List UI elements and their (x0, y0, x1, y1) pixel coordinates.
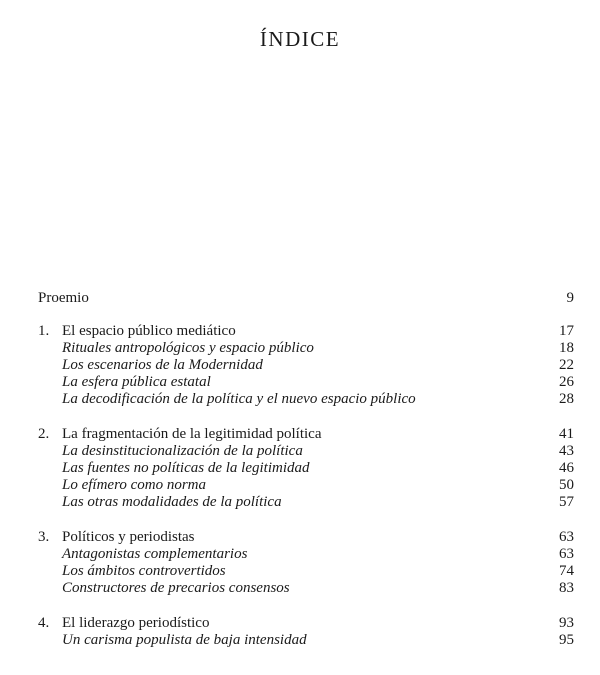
toc-subentry[interactable] (38, 443, 574, 460)
toc-subentry[interactable] (38, 563, 574, 580)
subentry-title: Lo efímero como norma (62, 477, 207, 493)
toc-section-2[interactable] (38, 426, 574, 443)
toc-page-number: 41 (559, 426, 574, 442)
subentry-title: La decodificación de la política y el nuevo espacio público (62, 391, 416, 407)
toc-subentry[interactable] (38, 546, 574, 563)
subentry-title: Constructores de precarios consensos (62, 580, 290, 596)
toc-page-number: 50 (559, 477, 574, 493)
toc-page-number: 18 (559, 340, 574, 356)
section-number: 2. (38, 426, 50, 442)
subentry-title: La esfera pública estatal (62, 374, 211, 390)
subentry-title: Antagonistas complementarios (62, 546, 248, 562)
toc-page-number: 46 (559, 460, 574, 476)
toc-section-1[interactable] (38, 323, 574, 340)
toc-page-number: 22 (559, 357, 574, 373)
toc-entry-proemio[interactable] (38, 290, 574, 307)
toc-section-3[interactable] (38, 529, 574, 546)
section-title: La fragmentación de la legitimidad política (62, 426, 322, 442)
toc-page-number: 63 (559, 546, 574, 562)
toc-subentry[interactable] (38, 632, 574, 649)
toc-page-number: 43 (559, 443, 574, 459)
toc-entry-label: Proemio (38, 290, 89, 306)
toc-subentry[interactable] (38, 477, 574, 494)
toc-page-number: 74 (559, 563, 574, 579)
toc-page-number: 17 (559, 323, 574, 339)
subentry-title: Las otras modalidades de la política (62, 494, 282, 510)
toc-page-number: 28 (559, 391, 574, 407)
toc-page-number: 83 (559, 580, 574, 596)
toc-page-number: 57 (559, 494, 574, 510)
toc-subentry[interactable] (38, 460, 574, 477)
toc-page-number: 26 (559, 374, 574, 390)
page-title: ÍNDICE (259, 27, 341, 51)
toc-page-number: 95 (559, 632, 574, 648)
toc-section-4[interactable] (38, 615, 574, 632)
section-number: 3. (38, 529, 50, 545)
toc-page-number: 9 (566, 290, 574, 306)
subentry-title: Rituales antropológicos y espacio público (62, 340, 314, 356)
table-of-contents (38, 290, 574, 649)
toc-subentry[interactable] (38, 374, 574, 391)
section-title: Políticos y periodistas (62, 529, 195, 545)
subentry-title: La desinstitucionalización de la política (62, 443, 303, 459)
toc-page-number: 63 (559, 529, 574, 545)
toc-page-number: 93 (559, 615, 574, 631)
toc-subentry[interactable] (38, 391, 574, 408)
subentry-title: Los escenarios de la Modernidad (62, 357, 263, 373)
toc-subentry[interactable] (38, 340, 574, 357)
toc-subentry[interactable] (38, 580, 574, 597)
toc-subentry[interactable] (38, 494, 574, 511)
section-title: El espacio público mediático (62, 323, 236, 339)
section-title: El liderazgo periodístico (62, 615, 210, 631)
section-number: 1. (38, 323, 50, 339)
subentry-title: Los ámbitos controvertidos (62, 563, 226, 579)
toc-subentry[interactable] (38, 357, 574, 374)
section-number: 4. (38, 615, 50, 631)
subentry-title: Un carisma populista de baja intensidad (62, 632, 307, 648)
subentry-title: Las fuentes no políticas de la legitimidad (62, 460, 310, 476)
